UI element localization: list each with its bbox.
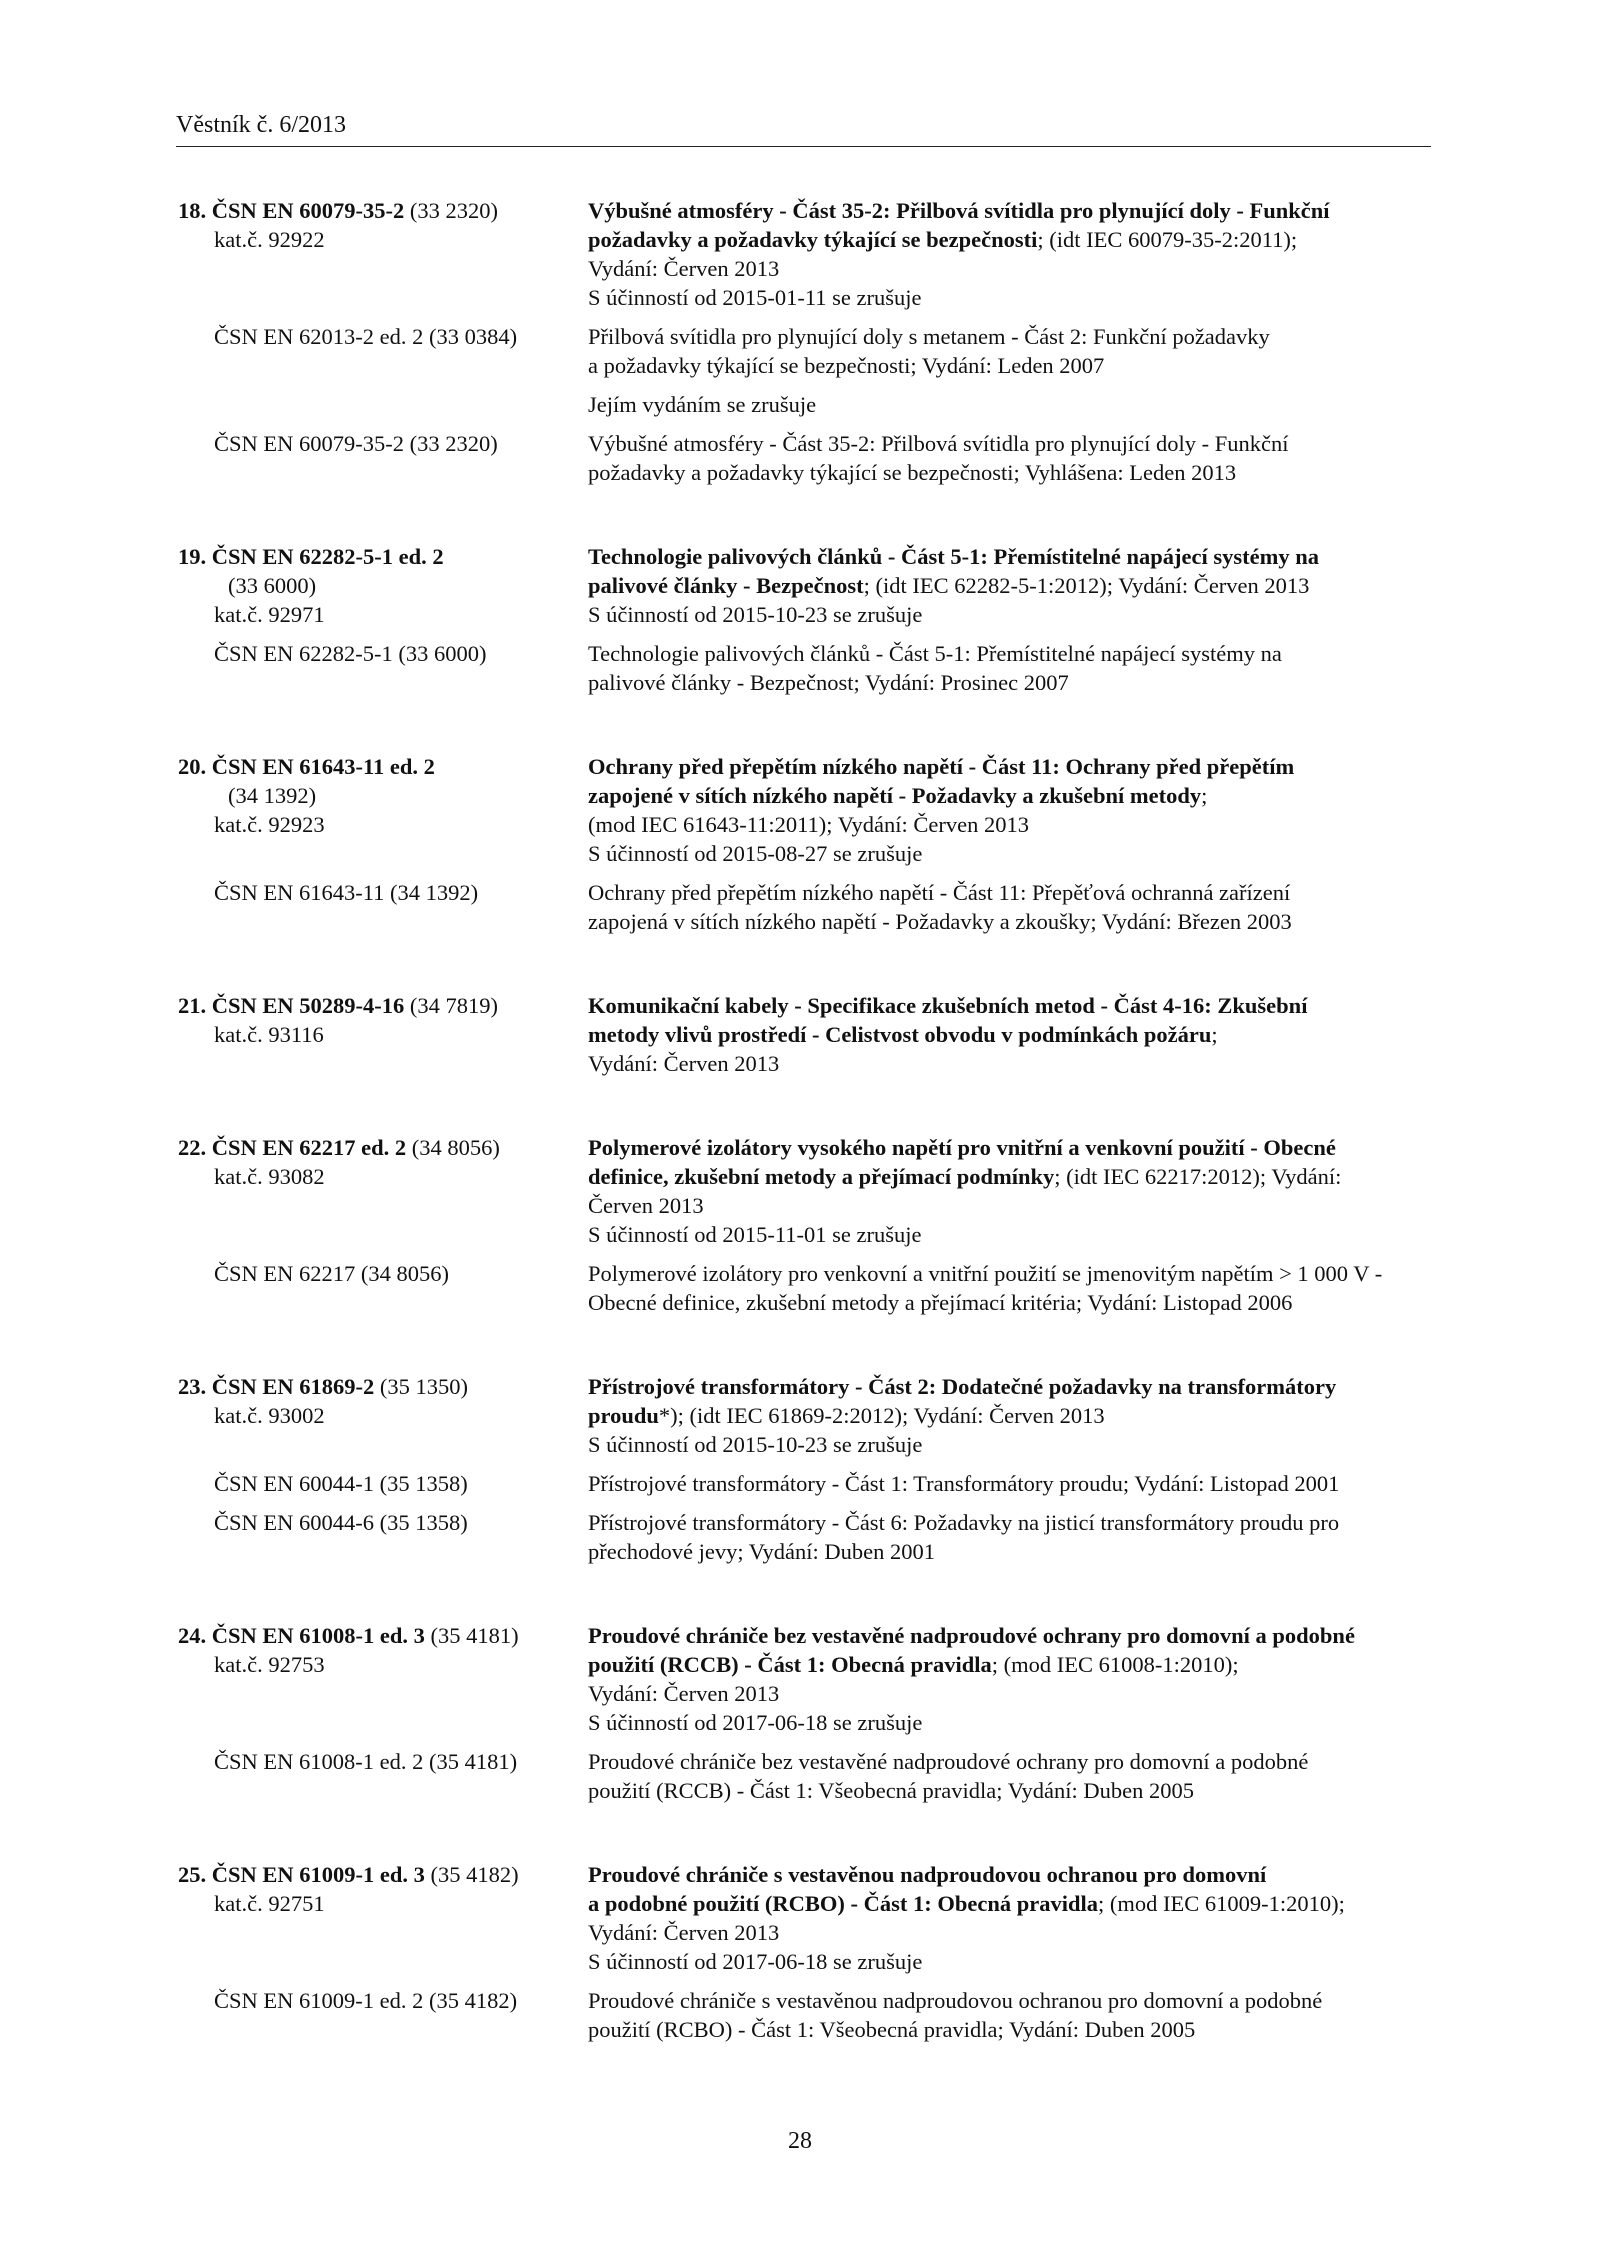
replaced-standard-title: Proudové chrániče s vestavěnou nadproudovou ochranou pro domovní a podobné: [588, 1988, 1323, 2013]
replaced-standard-title: Polymerové izolátory pro venkovní a vnitřní použití se jmenovitým napětím > 1 000 V -: [588, 1261, 1383, 1286]
entry-number: 23.: [178, 1374, 207, 1399]
standard-entry-23: [176, 1372, 1431, 1566]
effective-note: S účinností od 2017-06-18 se zrušuje: [588, 1710, 923, 1735]
standard-entry-19: [176, 542, 1431, 697]
entry-number: 25.: [178, 1862, 207, 1887]
standard-id: ČSN EN 61009-1 ed. 3: [211, 1862, 425, 1887]
replaced-standard-title: Přilbová svítidla pro plynující doly s metanem - Část 2: Funkční požadavky: [588, 324, 1270, 349]
replaced-standard-id: ČSN EN 62282-5-1 (33 6000): [214, 641, 487, 666]
withdrawn-standard-title: Výbušné atmosféry - Část 35-2: Přilbová svítidla pro plynující doly - Funkční: [588, 431, 1289, 456]
standard-title-cont: proudu: [588, 1403, 659, 1428]
standard-title-cont: palivové články - Bezpečnost: [588, 573, 864, 598]
standard-class: (34 8056): [406, 1135, 500, 1160]
standard-title: Proudové chrániče bez vestavěné nadproudové ochrany pro domovní a podobné: [588, 1623, 1355, 1648]
standard-class: (35 4181): [424, 1623, 519, 1648]
standard-class: (35 1350): [374, 1374, 469, 1399]
effective-note: S účinností od 2015-01-11 se zrušuje: [588, 285, 922, 310]
standard-entry-25: [176, 1860, 1431, 2044]
page-number: 28: [788, 2128, 812, 2154]
effective-note: S účinností od 2015-11-01 se zrušuje: [588, 1222, 922, 1247]
standard-title: Výbušné atmosféry - Část 35-2: Přilbová svítidla pro plynující doly - Funkční: [588, 198, 1330, 223]
standard-title: Komunikační kabely - Specifikace zkušebních metod - Část 4-16: Zkušební: [588, 993, 1308, 1018]
standard-reference: ; (idt IEC 60079-35-2:2011);: [1037, 227, 1298, 252]
standard-id: ČSN EN 60079-35-2: [211, 198, 405, 223]
standard-title: Polymerové izolátory vysokého napětí pro vnitřní a venkovní použití - Obecné: [588, 1135, 1336, 1160]
entry-number: 22.: [178, 1135, 207, 1160]
issue-date: Vydání: Červen 2013: [588, 1051, 780, 1076]
replaced-standard-title-cont: palivové články - Bezpečnost; Vydání: Prosinec 2007: [588, 670, 1069, 695]
replaced-standard-id: ČSN EN 61643-11 (34 1392): [214, 880, 479, 905]
standard-entry-18: [176, 196, 1431, 487]
replaced-standard-title-2-cont: přechodové jevy; Vydání: Duben 2001: [588, 1539, 936, 1564]
standard-title: Přístrojové transformátory - Část 2: Dodatečné požadavky na transformátory: [588, 1374, 1337, 1399]
catalog-number: kat.č. 92923: [214, 812, 325, 837]
standard-class: (35 4182): [424, 1862, 519, 1887]
header-rule: [176, 146, 1431, 147]
standard-reference: ; (idt IEC 62217:2012); Vydání:: [1054, 1164, 1342, 1189]
entry-number: 20.: [178, 754, 207, 779]
standard-class: (34 7819): [404, 993, 499, 1018]
standard-reference: ; (mod IEC 61008-1:2010);: [991, 1652, 1239, 1677]
standard-id: ČSN EN 62282-5-1 ed. 2: [211, 544, 444, 569]
standard-title-cont: definice, zkušební metody a přejímací podmínky: [588, 1164, 1055, 1189]
effective-note: S účinností od 2015-08-27 se zrušuje: [588, 841, 923, 866]
withdrawal-note: Jejím vydáním se zrušuje: [588, 392, 817, 417]
withdrawn-standard-id: ČSN EN 60079-35-2 (33 2320): [214, 431, 498, 456]
replaced-standard-id: ČSN EN 61008-1 ed. 2 (35 4181): [214, 1749, 518, 1774]
standard-entry-24: [176, 1621, 1431, 1805]
issue-date: Vydání: Červen 2013: [588, 1920, 780, 1945]
standard-entry-20: [176, 752, 1431, 936]
standard-id: ČSN EN 50289-4-16: [211, 993, 405, 1018]
catalog-number: kat.č. 92971: [214, 602, 325, 627]
effective-note: S účinností od 2015-10-23 se zrušuje: [588, 602, 923, 627]
replaced-standard-title-cont: použití (RCCB) - Část 1: Všeobecná pravidla; Vydání: Duben 2005: [588, 1778, 1194, 1803]
standard-title: Proudové chrániče s vestavěnou nadproudovou ochranou pro domovní: [588, 1862, 1267, 1887]
standard-title: Ochrany před přepětím nízkého napětí - Část 11: Ochrany před přepětím: [588, 754, 1295, 779]
issue-date: Červen 2013: [588, 1193, 704, 1218]
standard-id: ČSN EN 61008-1 ed. 3: [211, 1623, 425, 1648]
standard-title-cont: použití (RCCB) - Část 1: Obecná pravidla: [588, 1652, 992, 1677]
replaced-standard-title-cont: a požadavky týkající se bezpečnosti; Vydání: Leden 2007: [588, 353, 1105, 378]
replaced-standard-id: ČSN EN 62217 (34 8056): [214, 1261, 449, 1286]
standard-id: ČSN EN 62217 ed. 2: [211, 1135, 407, 1160]
journal-header: Věstník č. 6/2013: [176, 112, 346, 138]
effective-note: S účinností od 2015-10-23 se zrušuje: [588, 1432, 923, 1457]
replaced-standard-id: ČSN EN 61009-1 ed. 2 (35 4182): [214, 1988, 518, 2013]
entry-number: 21.: [178, 993, 207, 1018]
standards-list: [176, 196, 1431, 2099]
standard-entry-22: [176, 1133, 1431, 1317]
entry-number: 19.: [178, 544, 207, 569]
standard-entry-21: [176, 991, 1431, 1078]
replaced-standard-title-cont: zapojená v sítích nízkého napětí - Požadavky a zkoušky; Vydání: Březen 2003: [588, 909, 1292, 934]
issue-date: Vydání: Červen 2013: [588, 256, 780, 281]
standard-reference: ;: [1211, 1022, 1218, 1047]
replaced-standard-id: ČSN EN 62013-2 ed. 2 (33 0384): [214, 324, 518, 349]
standard-title-cont: metody vlivů prostředí - Celistvost obvodu v podmínkách požáru: [588, 1022, 1212, 1047]
replaced-standard-title: Proudové chrániče bez vestavěné nadproudové ochrany pro domovní a podobné: [588, 1749, 1309, 1774]
replaced-standard-id: ČSN EN 60044-1 (35 1358): [214, 1471, 468, 1496]
standard-class: (34 1392): [228, 783, 317, 808]
replaced-standard-title-2: Přístrojové transformátory - Část 6: Požadavky na jisticí transformátory proudu pro: [588, 1510, 1340, 1535]
issue-date: (mod IEC 61643-11:2011); Vydání: Červen 2013: [588, 812, 1029, 837]
catalog-number: kat.č. 93082: [214, 1164, 325, 1189]
standard-title-cont: zapojené v sítích nízkého napětí - Požadavky a zkušební metody: [588, 783, 1202, 808]
issue-date: Vydání: Červen 2013: [588, 1681, 780, 1706]
replaced-standard-title: Přístrojové transformátory - Část 1: Transformátory proudu; Vydání: Listopad 2001: [588, 1471, 1340, 1496]
catalog-number: kat.č. 92753: [214, 1652, 325, 1677]
standard-id: ČSN EN 61643-11 ed. 2: [211, 754, 435, 779]
withdrawn-standard-title-cont: požadavky a požadavky týkající se bezpečnosti; Vyhlášena: Leden 2013: [588, 460, 1237, 485]
standard-id: ČSN EN 61869-2: [211, 1374, 375, 1399]
replaced-standard-title: Technologie palivových článků - Část 5-1: Přemístitelné napájecí systémy na: [588, 641, 1282, 666]
effective-note: S účinností od 2017-06-18 se zrušuje: [588, 1949, 923, 1974]
catalog-number: kat.č. 92751: [214, 1891, 325, 1916]
catalog-number: kat.č. 93002: [214, 1403, 325, 1428]
standard-reference: ; (idt IEC 62282-5-1:2012); Vydání: Červen 2013: [863, 573, 1310, 598]
entry-number: 24.: [178, 1623, 207, 1648]
entry-number: 18.: [178, 198, 207, 223]
standard-title-cont: požadavky a požadavky týkající se bezpečnosti: [588, 227, 1038, 252]
standard-title-cont: a podobné použití (RCBO) - Část 1: Obecná pravidla: [588, 1891, 1099, 1916]
replaced-standard-title-cont: Obecné definice, zkušební metody a přejímací kritéria; Vydání: Listopad 2006: [588, 1290, 1293, 1315]
standard-reference: ;: [1201, 783, 1208, 808]
replaced-standard-title: Ochrany před přepětím nízkého napětí - Část 11: Přepěťová ochranná zařízení: [588, 880, 1291, 905]
replaced-standard-id-2: ČSN EN 60044-6 (35 1358): [214, 1510, 468, 1535]
standard-reference: ; (mod IEC 61009-1:2010);: [1098, 1891, 1345, 1916]
catalog-number: kat.č. 93116: [214, 1022, 324, 1047]
replaced-standard-title-cont: použití (RCBO) - Část 1: Všeobecná pravidla; Vydání: Duben 2005: [588, 2017, 1196, 2042]
standard-class: (33 6000): [228, 573, 317, 598]
standard-reference: *); (idt IEC 61869-2:2012); Vydání: Červen 2013: [658, 1403, 1105, 1428]
catalog-number: kat.č. 92922: [214, 227, 325, 252]
standard-title: Technologie palivových článků - Část 5-1: Přemístitelné napájecí systémy na: [588, 544, 1320, 569]
standard-class: (33 2320): [404, 198, 499, 223]
